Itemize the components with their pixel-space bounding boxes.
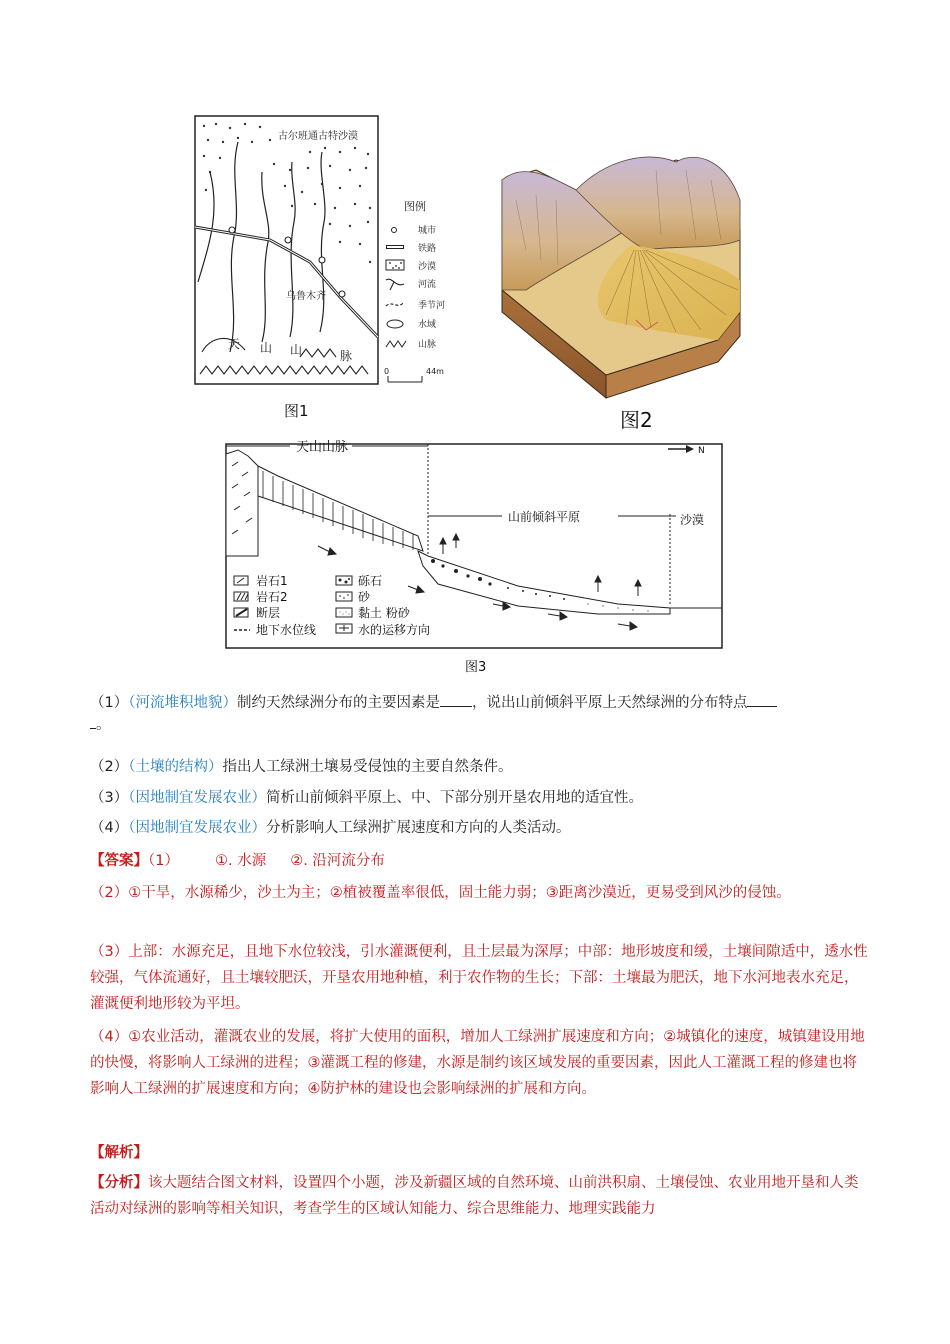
question-3: （3）（因地制宜发展农业）简析山前倾斜平原上、中、下部分别开垦农用地的适宜性。 bbox=[90, 790, 643, 806]
legend-water-direction-icon bbox=[336, 624, 352, 633]
answer-2: （2）①干旱，水源稀少，沙土为主；②植被覆盖率很低，固土能力弱；③距离沙漠近，更易受到风沙的侵蚀。 bbox=[90, 885, 791, 901]
fig1-legend-water: 水域 bbox=[418, 320, 437, 330]
figure-1-map bbox=[190, 112, 476, 388]
answer-blank-1[interactable] bbox=[440, 692, 472, 707]
question-1-tag: （河流堆积地貌） bbox=[128, 695, 237, 711]
answer-blank-2[interactable] bbox=[747, 692, 777, 707]
answer-1: 【答案】（1） ①. 水源 ②. 沿河流分布 bbox=[90, 853, 385, 869]
fig3-plain-label: 山前倾斜平原 bbox=[508, 510, 581, 524]
legend-gravel-icon bbox=[336, 576, 352, 585]
question-1: （1）（河流堆积地貌）制约天然绿洲分布的主要因素是 ，说出山前倾斜平原上天然绿洲的分布特点 。 bbox=[90, 692, 870, 736]
question-4: （4）（因地制宜发展农业）分析影响人工绿洲扩展速度和方向的人类活动。 bbox=[90, 820, 571, 836]
legend-river-icon bbox=[386, 279, 404, 290]
figure-2-caption: 图2 bbox=[620, 408, 653, 432]
fig3-legend-fault: 断层 bbox=[256, 606, 281, 620]
question-2: （2）（土壤的结构）指出人工绿洲土壤易受侵蚀的主要自然条件。 bbox=[90, 759, 513, 775]
legend-seasonal-river-icon bbox=[386, 302, 404, 306]
fig3-mountain-label: 天山山脉 bbox=[296, 440, 349, 455]
fig1-legend-city: 城市 bbox=[418, 226, 437, 236]
legend-water-icon bbox=[387, 320, 403, 328]
answer-label: 【答案】 bbox=[90, 853, 148, 869]
question-3-tag: （因地制宜发展农业） bbox=[128, 790, 266, 806]
fig1-legend-mountain: 山脉 bbox=[418, 340, 437, 350]
legend-mountain-icon bbox=[386, 341, 406, 347]
analysis-label: 【解析】 bbox=[90, 1145, 148, 1161]
fig3-legend-watertable: 地下水位线 bbox=[256, 623, 317, 637]
fig3-legend-waterdir: 水的运移方向 bbox=[358, 623, 431, 637]
fig1-legend-seasonal: 季节河 bbox=[418, 301, 446, 311]
analysis-text: 【分析】该大题结合图文材料，设置四个小题，涉及新疆区域的自然环境、山前洪积扇、土壤侵蚀、农业用地开垦和人类活动对绿洲的影响等相关知识，考查学生的区域认知能力、综合思维能力、地理实践能力 bbox=[90, 1175, 859, 1217]
fig1-mountain-char-4: 脉 bbox=[340, 349, 353, 363]
fig1-legend-railway: 铁路 bbox=[418, 244, 437, 254]
fig3-desert-label: 沙漠 bbox=[680, 513, 705, 527]
legend-city-icon bbox=[392, 228, 397, 233]
answer-4: （4）①农业活动，灌溉农业的发展，将扩大使用的面积，增加人工绿洲扩展速度和方向；②城镇化的速度，城镇建设用地的快慢，将影响人工绿洲的进程；③灌溉工程的修建，水源是制约该区域发展的重要因素，因此人工灌溉工程的修建也将影响人工绿洲的扩展速度和方向；④防护林的建设也会影响绿洲的扩展和方向。 bbox=[90, 1029, 865, 1097]
fig3-legend-gravel: 砾石 bbox=[358, 574, 383, 588]
fig3-legend-clay: 黏土 粉砂 bbox=[358, 606, 410, 620]
answer-3: （3）上部：水源充足，且地下水位较浅，引水灌溉便利，且土层最为深厚；中部：地形坡度和缓，土壤间隙适中，透水性较强，气体流通好，且土壤较肥沃，开垦农用地种植，利于农作物的生长；下部：土壤最为肥沃，地下水河地表水充足，灌溉便利地形较为平坦。 bbox=[90, 944, 868, 1012]
figure-3-cross-section bbox=[218, 436, 728, 654]
fig1-mountain-char-3: 山 bbox=[290, 343, 303, 357]
figure-2-block-diagram bbox=[496, 140, 746, 402]
fig3-legend-rock1: 岩石1 bbox=[256, 574, 288, 588]
fig1-desert-label: 古尔班通古特沙漠 bbox=[278, 131, 358, 142]
legend-desert-icon bbox=[386, 260, 404, 270]
figure-1-caption: 图1 bbox=[284, 402, 309, 420]
fig3-north-label: N bbox=[698, 446, 705, 456]
question-4-tag: （因地制宜发展农业） bbox=[128, 820, 266, 836]
legend-sand-icon bbox=[336, 592, 352, 601]
figure-3-caption: 图3 bbox=[465, 660, 487, 675]
legend-clay-icon bbox=[336, 608, 352, 617]
analysis-fx-label: 【分析】 bbox=[90, 1175, 148, 1191]
fig1-mountain-char-2: 山 bbox=[260, 341, 273, 355]
legend-railway-icon bbox=[386, 245, 404, 249]
fig3-legend-rock2: 岩石2 bbox=[256, 590, 288, 604]
fig1-mountain-char-1: 天 bbox=[228, 337, 241, 351]
question-2-tag: （土壤的结构） bbox=[128, 759, 223, 775]
fig1-city-label: 乌鲁木齐 bbox=[286, 291, 326, 302]
fig3-legend-sand: 砂 bbox=[358, 590, 371, 604]
fig1-legend-title: 图例 bbox=[404, 200, 426, 213]
fig1-scale-zero: 0 bbox=[384, 367, 390, 376]
fig1-scale-value: 44m bbox=[426, 367, 444, 376]
fig1-legend-river: 河流 bbox=[418, 280, 437, 290]
fig1-legend-desert: 沙漠 bbox=[418, 262, 437, 272]
